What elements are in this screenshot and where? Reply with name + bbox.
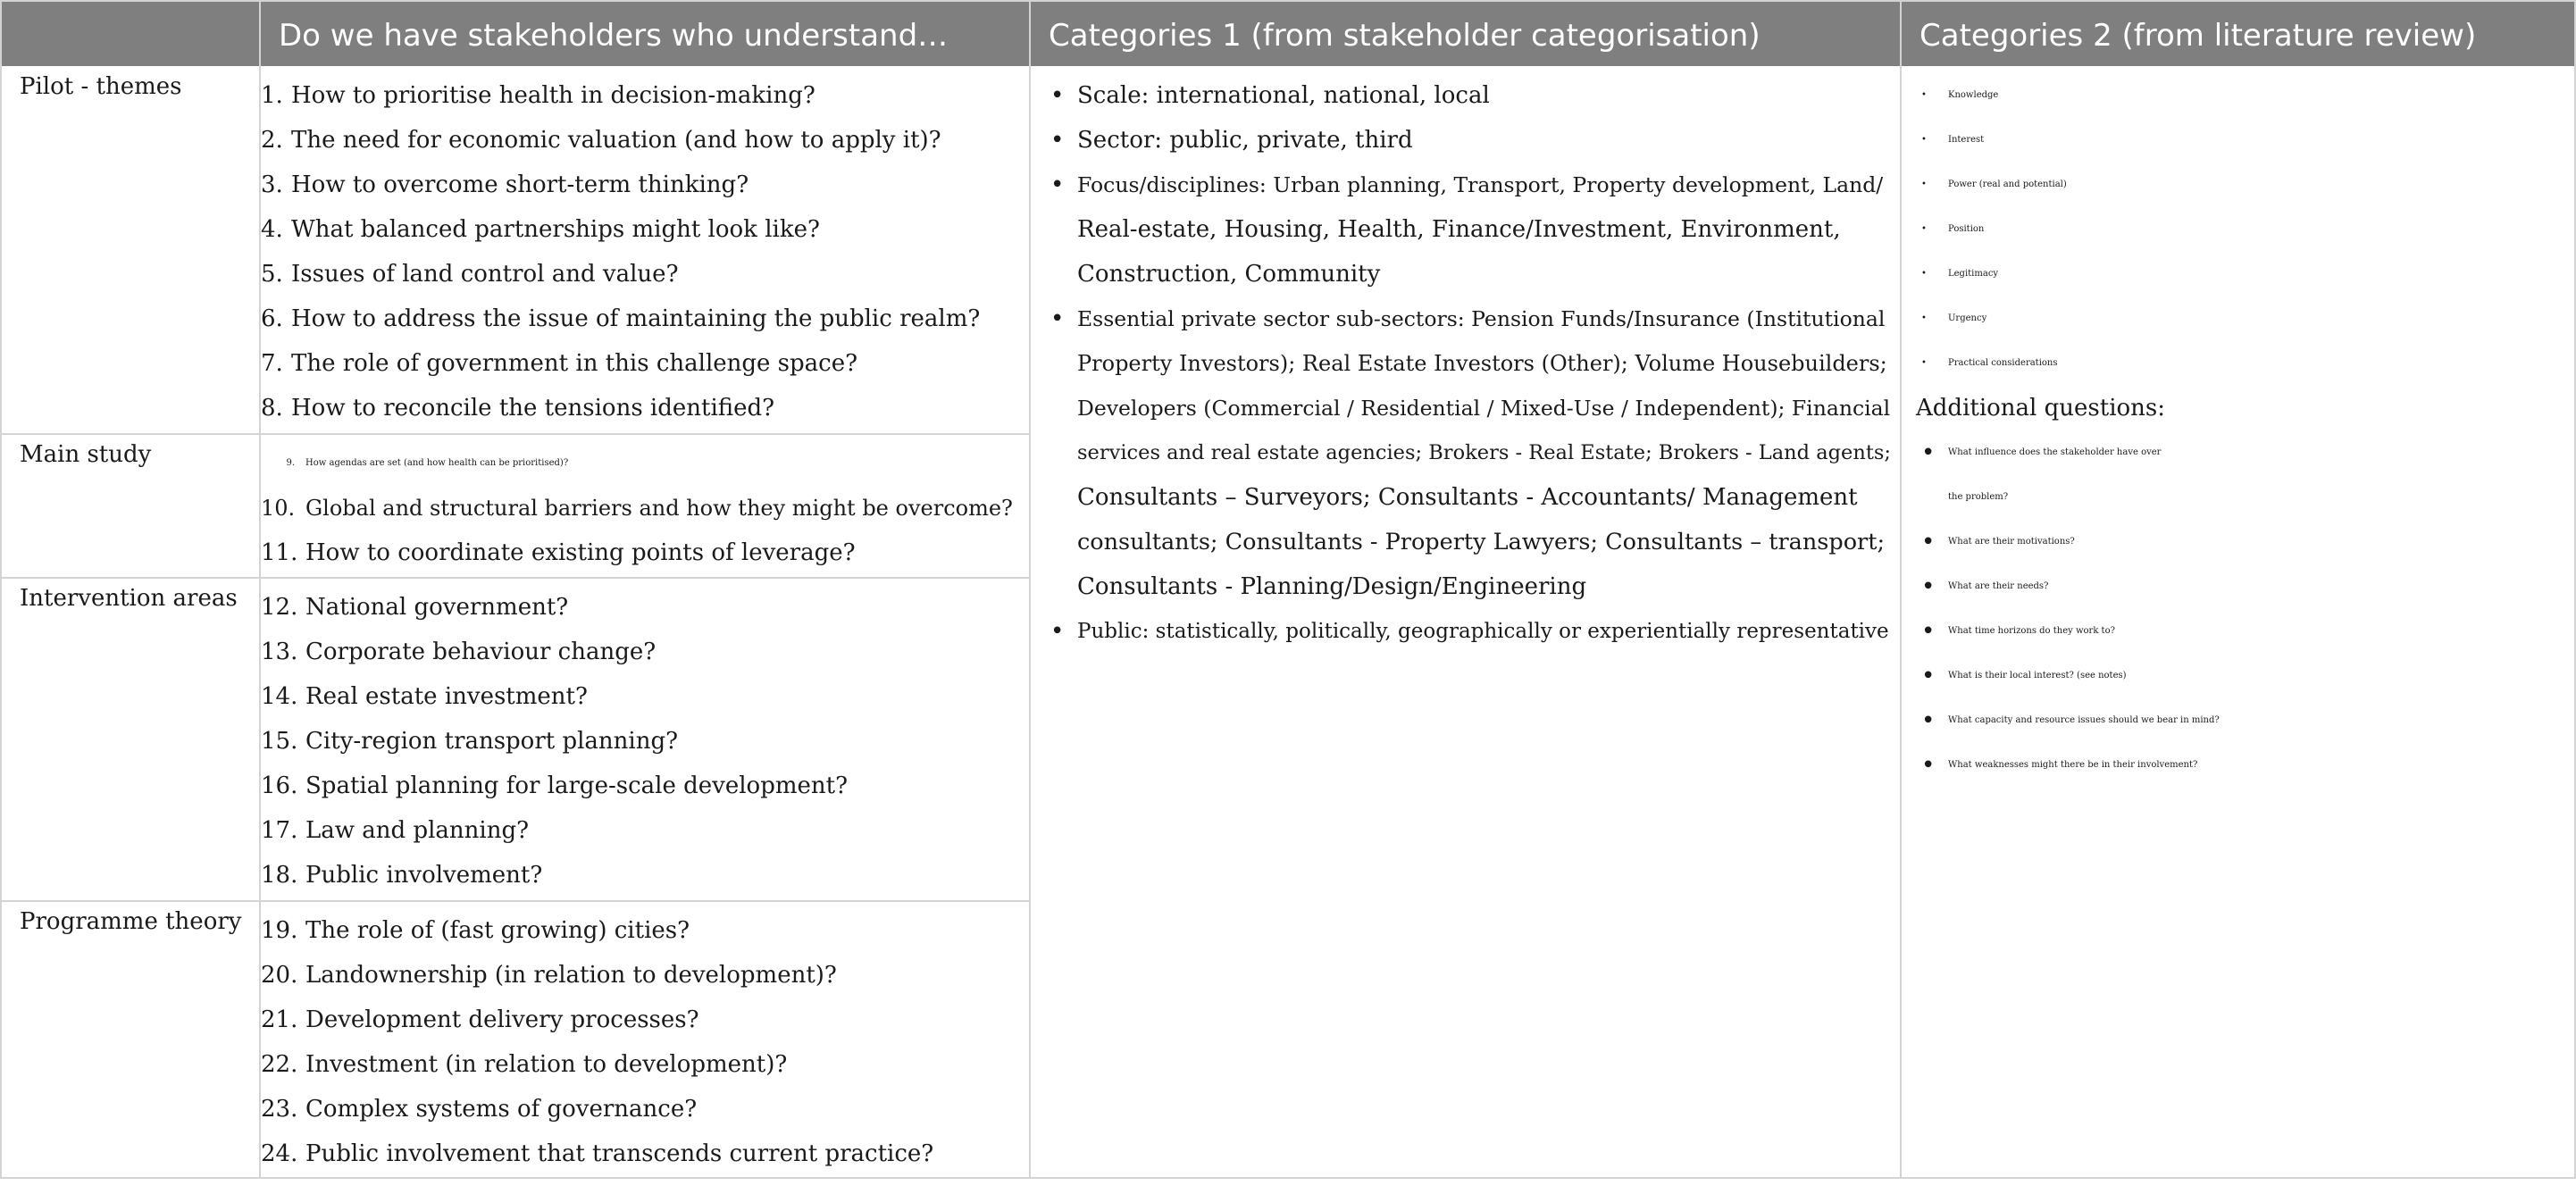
bullet-icon: • [1921,618,1936,645]
bullet-text-line: the problem? [1948,492,2009,502]
bullet-text-line: What is their local interest? (see notes) [1948,671,2127,680]
question-number: 4. [261,216,283,243]
question-number: 13. [261,639,298,665]
bullet-text-line: services and real estate agencies; Brokers - Real Estate; Brokers - Land agents; [1077,441,1891,464]
question-text: The role of (fast growing) cities? [305,917,690,944]
bullet-text-line: What time horizons do they work to? [1948,626,2115,636]
question-item [261,585,848,630]
question-item [261,252,980,296]
question-item [261,908,933,953]
bullet-item [1045,118,1885,163]
question-list-main-study [261,441,1013,575]
categories-1-list [1045,73,1891,654]
bullet-item [1916,252,2568,296]
bullet-text-line: What influence does the stakeholder have over [1948,447,2162,457]
bullet-text-line: Construction, Community [1077,261,1381,288]
bullet-icon: • [1921,439,1936,466]
bullet-text-line: What weaknesses might there be in their involvement? [1948,760,2198,770]
question-number: 7. [261,350,283,377]
row-divider [2,577,1031,579]
row-label-intervention-areas: Intervention areas [20,585,238,612]
bullet-text-line: Property Investors); Real Estate Investors (Other); Volume Housebuilders; [1077,351,1887,376]
bullet-text: Position [1948,224,1985,234]
question-number: 6. [261,305,283,332]
bullet-text: Knowledge [1948,90,1999,100]
question-text: How agendas are set (and how health can be prioritised)? [305,458,569,468]
bullet-item [1916,430,2568,520]
question-number: 11. [261,539,298,566]
question-number: 8. [261,395,283,422]
question-number: 3. [261,171,283,198]
question-text: Global and structural barriers and how they might be overcome? [305,496,1013,521]
bullet-text-line: Scale: international, national, local [1077,82,1490,109]
question-text: City-region transport planning? [305,728,679,755]
question-text: Public involvement? [305,862,543,889]
question-text: How to overcome short-term thinking? [291,171,749,198]
question-item [261,118,980,163]
question-text: How to address the issue of maintaining the public realm? [291,305,981,332]
question-item [261,998,933,1042]
question-item [261,486,1013,530]
bullet-text-line: What are their needs? [1948,581,2049,591]
header-categories-2: Categories 2 (from literature review) [1919,18,2477,54]
additional-questions-heading: Additional questions: [1916,395,2166,422]
bullet-icon: • [1921,90,1927,100]
question-text: Spatial planning for large-scale development? [305,772,849,799]
bullet-item [1916,520,2568,564]
bullet-text: Practical considerations [1948,358,2058,368]
bullet-text-line: Consultants - Planning/Design/Engineering [1077,573,1587,600]
bullet-item [1045,163,1885,296]
bullet-icon: • [1921,224,1927,234]
question-text: Development delivery processes? [305,1006,699,1033]
question-item [261,163,980,207]
bullet-text-line: Developers (Commercial / Residential / Mixed-Use / Independent); Financial [1077,396,1891,421]
question-item [261,630,848,674]
row-divider [2,900,1031,902]
bullet-text-line: What capacity and resource issues should we bear in mind? [1948,715,2220,725]
bullet-text: Interest [1948,135,1985,145]
bullet-icon: • [1050,618,1065,645]
row-divider [2,433,1031,435]
question-list-intervention-areas [261,585,848,898]
question-number: 21. [261,1006,298,1033]
bullet-item [1916,698,2568,743]
question-number: 10. [261,496,296,521]
table-header [2,2,2574,66]
additional-questions-list [1916,430,2568,788]
question-text: How to coordinate existing points of leverage? [305,539,856,566]
bullet-icon: • [1050,127,1065,154]
question-text: Law and planning? [305,817,530,844]
question-item [261,441,1013,486]
question-number: 5. [261,261,283,288]
question-item [261,386,980,430]
bullet-icon: • [1921,707,1936,734]
question-number: 18. [261,862,298,889]
question-item [261,674,848,719]
bullet-icon: • [1921,135,1927,145]
question-item [261,530,1013,575]
categories-2-list [1916,73,2568,386]
bullet-item [1916,73,2568,118]
bullet-icon: • [1921,269,1927,279]
bullet-item [1916,118,2568,163]
bullet-item [1916,207,2568,252]
bullet-text-line: Focus/disciplines: Urban planning, Transport, Property development, Land/ [1077,172,1884,197]
bullet-icon: • [1921,313,1927,323]
question-text: Landownership (in relation to development)? [305,962,837,989]
question-text: What balanced partnerships might look like? [291,216,820,243]
bullet-icon: • [1921,529,1936,555]
question-number: 23. [261,1096,298,1123]
row-label-pilot-themes: Pilot - themes [20,73,182,100]
question-item [261,207,980,252]
bullet-item [1916,341,2568,386]
question-number: 12. [261,594,298,621]
question-item [261,853,848,898]
question-item [261,296,980,341]
question-number: 24. [261,1140,298,1167]
question-text: Complex systems of governance? [305,1096,698,1123]
question-text: Issues of land control and value? [291,261,679,288]
bullet-item [1045,609,1889,654]
bullet-text-line: Real-estate, Housing, Health, Finance/Investment, Environment, [1077,216,1841,243]
bullet-item [1916,163,2568,207]
bullet-icon: • [1921,573,1936,600]
question-number: 17. [261,817,298,844]
question-number: 1. [261,82,283,109]
question-number: 9. [286,458,295,468]
bullet-icon: • [1050,82,1065,109]
question-item [261,1087,933,1131]
bullet-item [1045,73,1885,118]
bullet-icon: • [1050,171,1065,198]
bullet-item [1916,296,2568,341]
question-number: 20. [261,962,298,989]
bullet-icon: • [1921,752,1936,779]
bullet-text: Power (real and potential) [1948,180,2067,189]
bullet-text-line: Public: statistically, politically, geographically or experientially representative [1077,620,1889,643]
question-item [261,808,848,853]
question-item [261,953,933,998]
row-label-programme-theory: Programme theory [20,908,242,935]
bullet-text-line: What are their motivations? [1948,537,2075,547]
bullet-text-line: Sector: public, private, third [1077,127,1413,154]
bullet-text-line: Consultants – Surveyors; Consultants - Accountants/ Management [1077,484,1858,511]
bullet-text-line: consultants; Consultants - Property Lawyers; Consultants – transport; [1077,529,1886,555]
question-list-programme-theory [261,908,933,1176]
question-text: How to reconcile the tensions identified? [291,395,775,422]
question-text: Corporate behaviour change? [305,639,657,665]
bullet-icon: • [1050,305,1065,332]
question-number: 15. [261,728,298,755]
question-text: How to prioritise health in decision-making? [291,82,815,109]
question-text: The need for economic valuation (and how to apply it)? [291,127,941,154]
question-item [261,1131,933,1176]
bullet-item [1916,564,2568,609]
bullet-text-line: Essential private sector sub-sectors: Pension Funds/Insurance (Institutional [1077,306,1886,331]
bullet-icon: • [1921,663,1936,689]
bullet-item [1916,609,2568,654]
bullet-text: Urgency [1948,313,1987,323]
question-item [261,73,980,118]
question-number: 14. [261,683,298,710]
bullet-item [1045,296,1891,609]
bullet-icon: • [1921,358,1927,368]
row-label-main-study: Main study [20,441,152,468]
question-number: 19. [261,917,298,944]
question-text: Public involvement that transcends current practice? [305,1140,934,1167]
column-divider [1900,2,1902,1179]
bullet-icon: • [1921,180,1927,189]
header-understand: Do we have stakeholders who understand… [279,18,949,54]
header-categories-1: Categories 1 (from stakeholder categorisation) [1049,18,1761,54]
question-item [261,719,848,764]
bullet-item [1916,654,2568,698]
question-text: National government? [305,594,569,621]
bullet-text: Legitimacy [1948,269,1999,279]
question-number: 2. [261,127,283,154]
question-item [261,341,980,386]
categories-2-panel [1916,73,2568,788]
bullet-item [1916,743,2568,788]
question-number: 16. [261,772,298,799]
question-text: Real estate investment? [305,683,588,710]
column-divider [1029,2,1031,1179]
question-item [261,764,848,808]
question-list-pilot-themes [261,73,980,430]
question-item [261,1042,933,1087]
question-text: The role of government in this challenge space? [291,350,858,377]
question-text: Investment (in relation to development)? [305,1051,788,1078]
question-number: 22. [261,1051,298,1078]
